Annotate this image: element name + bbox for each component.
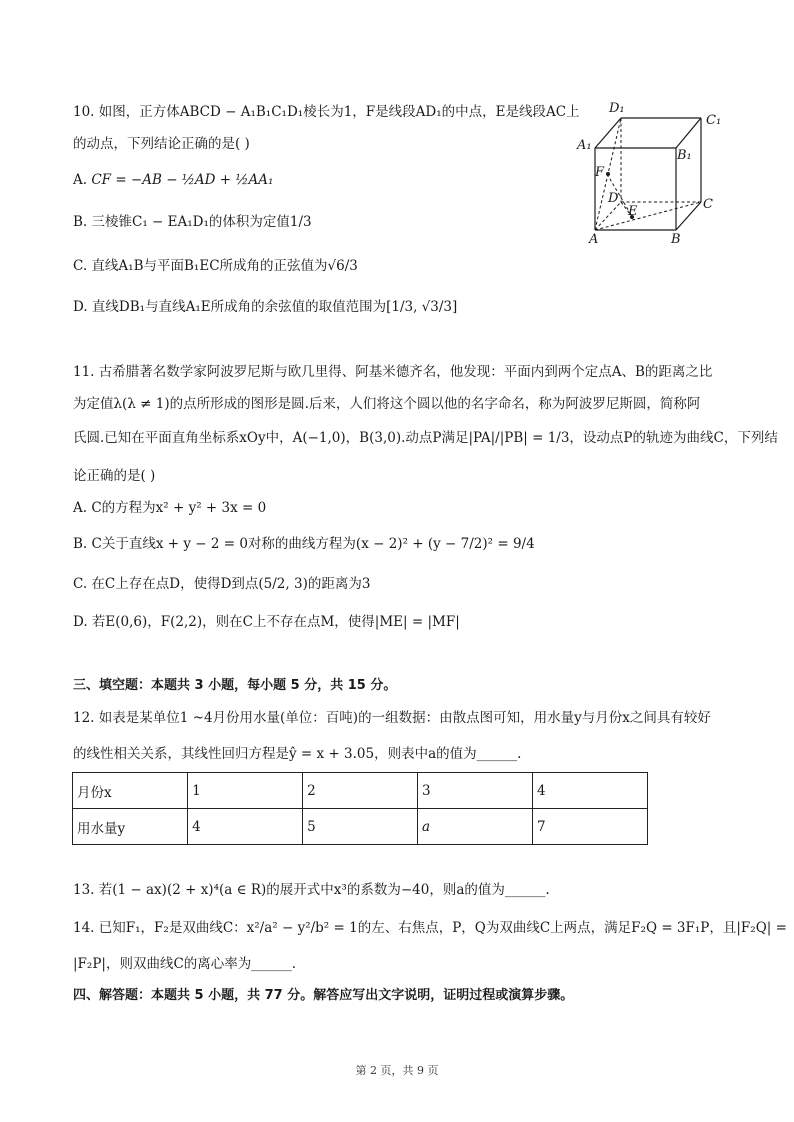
point-f xyxy=(606,172,610,176)
q10-option-a-label: A. xyxy=(73,172,92,188)
label-b1: B₁ xyxy=(677,148,692,163)
section-4-heading: 四、解答题：本题共 5 小题，共 77 分。解答应写出文字说明，证明过程或演算步骤。 xyxy=(73,988,574,1003)
q10-option-b: B. 三棱锥C₁ − EA₁D₁的体积为定值1/3 xyxy=(73,214,312,230)
label-a: A xyxy=(589,232,599,247)
label-a1: A₁ xyxy=(577,138,592,153)
table-cell: 用水量y xyxy=(73,809,188,845)
q11-option-b: B. C关于直线x + y − 2 = 0对称的曲线方程为(x − 2)² + (y − 7/2)² = 9/4 xyxy=(73,536,535,552)
label-d1: D₁ xyxy=(609,101,625,116)
q11-option-c: C. 在C上存在点D，使得D到点(5/2, 3)的距离为3 xyxy=(73,576,371,592)
q10-stem-line2: 的动点，下列结论正确的是( ) xyxy=(73,136,250,152)
q11-line3: 氏圆.已知在平面直角坐标系xOy中，A(−1,0)，B(3,0).动点P满足|PA|/|PB| = 1/3，设动点P的轨迹为曲线C，下列结 xyxy=(73,430,778,446)
table-cell: a xyxy=(418,809,533,845)
q11-line1: 11. 古希腊著名数学家阿波罗尼斯与欧几里得、阿基米德齐名，他发现：平面内到两个定点A、B的距离之比 xyxy=(73,364,713,380)
label-b: B xyxy=(671,232,681,247)
q10-option-c: C. 直线A₁B与平面B₁EC所成角的正弦值为√6/3 xyxy=(73,258,358,274)
table-cell: 4 xyxy=(533,773,648,809)
table-cell: 4 xyxy=(188,809,303,845)
table-cell: 2 xyxy=(303,773,418,809)
cube-figure xyxy=(575,98,735,248)
water-usage-table xyxy=(72,772,648,845)
q14-line1: 14. 已知F₁，F₂是双曲线C：x²/a² − y²/b² = 1的左、右焦点，P，Q为双曲线C上两点，满足F₂Q = 3F₁P，且|F₂Q| = xyxy=(73,920,787,936)
q14-line2: |F₂P|，则双曲线C的离心率为______. xyxy=(73,956,297,972)
label-d: D xyxy=(608,191,619,206)
q11-option-a: A. C的方程为x² + y² + 3x = 0 xyxy=(73,500,267,516)
section-3-heading: 三、填空题：本题共 3 小题，每小题 5 分，共 15 分。 xyxy=(73,678,397,693)
page-footer: 第 2 页，共 9 页 xyxy=(355,1064,439,1077)
q10-stem-line1: 10. 如图，正方体ABCD − A₁B₁C₁D₁棱长为1，F是线段AD₁的中点，E是线段AC上 xyxy=(73,104,580,120)
q11-line4: 论正确的是( ) xyxy=(73,468,156,484)
q11-option-d: D. 若E(0,6)，F(2,2)，则在C上不存在点M，使得|ME| = |MF| xyxy=(73,614,460,630)
label-e: E xyxy=(628,204,638,219)
label-c: C xyxy=(703,197,713,212)
q11-line2: 为定值λ(λ ≠ 1)的点所形成的图形是圆.后来，人们将这个圆以他的名字命名，称为阿波罗尼斯圆，简称阿 xyxy=(73,396,701,412)
q10-option-d: D. 直线DB₁与直线A₁E所成角的余弦值的取值范围为[1/3, √3/3] xyxy=(73,299,458,315)
table-cell: 5 xyxy=(303,809,418,845)
label-f: F xyxy=(595,165,605,180)
q10-option-a xyxy=(73,170,273,190)
q12-line2: 的线性相关关系，其线性回归方程是ŷ = x + 3.05，则表中a的值为______. xyxy=(73,746,522,762)
table-cell: 月份x xyxy=(73,773,188,809)
q10-option-a-expr: CF = −AB − ½AD + ½AA₁ xyxy=(91,172,274,188)
table-row xyxy=(73,773,648,809)
table-cell: 3 xyxy=(418,773,533,809)
label-c1: C₁ xyxy=(706,113,722,128)
table-cell: 1 xyxy=(188,773,303,809)
q13-text: 13. 若(1 − ax)(2 + x)⁴(a ∈ R)的展开式中x³的系数为−40，则a的值为______. xyxy=(73,882,550,898)
q12-line1: 12. 如表是某单位1 ~4月份用水量(单位：百吨)的一组数据：由散点图可知，用水量y与月份x之间具有较好 xyxy=(73,710,711,726)
table-cell: 7 xyxy=(533,809,648,845)
table-row xyxy=(73,809,648,845)
